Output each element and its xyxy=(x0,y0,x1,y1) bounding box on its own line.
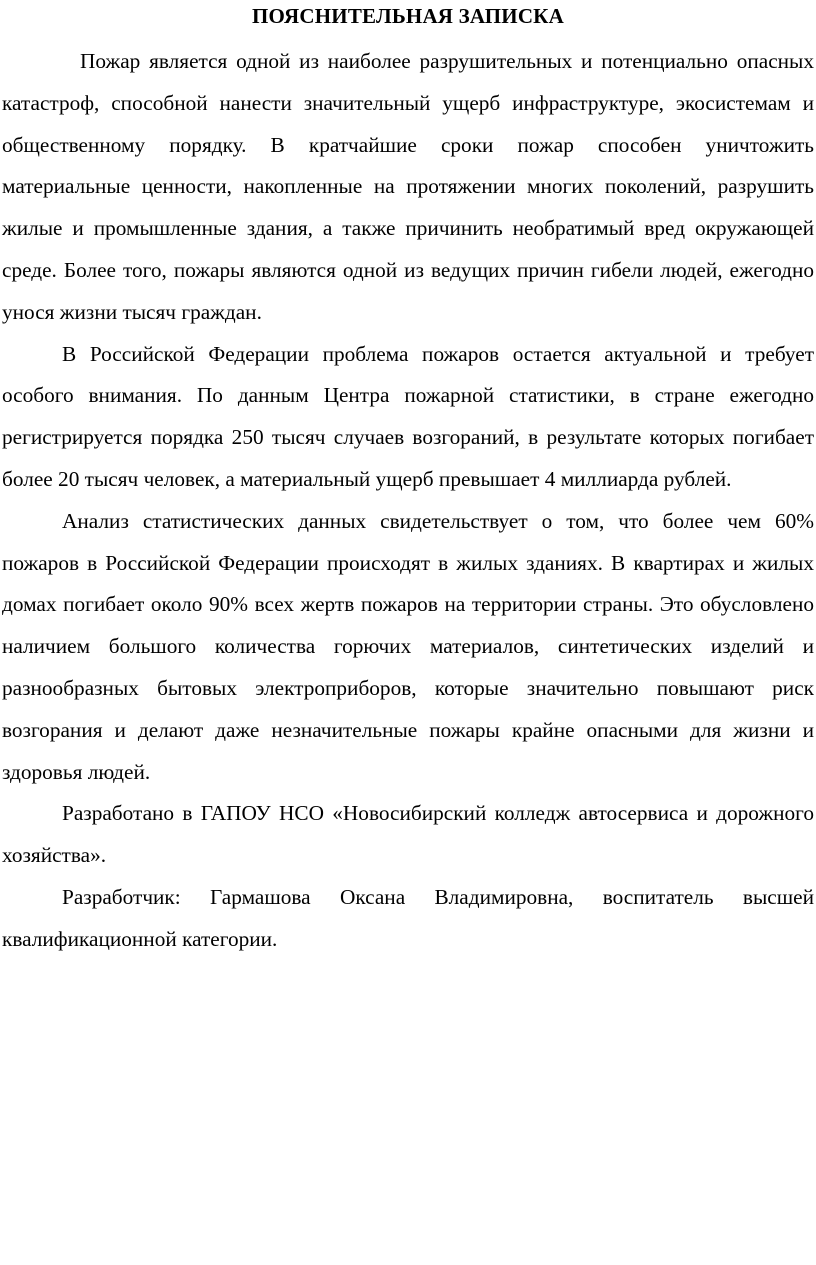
paragraph-organization: Разработано в ГАПОУ НСО «Новосибирский колледж автосервиса и дорожного хозяйства». xyxy=(2,801,814,868)
paragraph-analysis: Анализ статистических данных свидетельствует о том, что более чем 60% пожаров в Российской Федерации происходят в жилых зданиях. В квартирах и жилых домах погибает около 90% всех жертв пожаров на территории страны. Это обусловлено наличием большого количества горючих материалов, синтетических изделий и разнообразных бытовых электроприборов, которые значительно повышают риск возгорания и делают даже незначительные пожары крайне опасными для жизни и здоровья людей. xyxy=(2,508,814,784)
document-title: ПОЯСНИТЕЛЬНАЯ ЗАПИСКА xyxy=(252,4,564,28)
paragraph-intro: Пожар является одной из наиболее разрушительных и потенциально опасных катастроф, способной нанести значительный ущерб инфраструктуре, экосистемам и общественному порядку. В кратчайшие сроки пожар способен уничтожить материальные ценности, накопленные на протяжении многих поколений, разрушить жилые и промышленные здания, а также причинить необратимый вред окружающей среде. Более того, пожары являются одной из ведущих причин гибели людей, ежегодно унося жизни тысяч граждан. xyxy=(2,49,814,324)
paragraph-author: Разработчик: Гармашова Оксана Владимировна, воспитатель высшей квалификационной категории. xyxy=(2,884,814,951)
paragraph-statistics: В Российской Федерации проблема пожаров остается актуальной и требует особого внимания. По данным Центра пожарной статистики, в стране ежегодно регистрируется порядка 250 тысяч случаев возгораний, в результате которых погибает более 20 тысяч человек, а материальный ущерб превышает 4 миллиарда рублей. xyxy=(2,341,814,491)
